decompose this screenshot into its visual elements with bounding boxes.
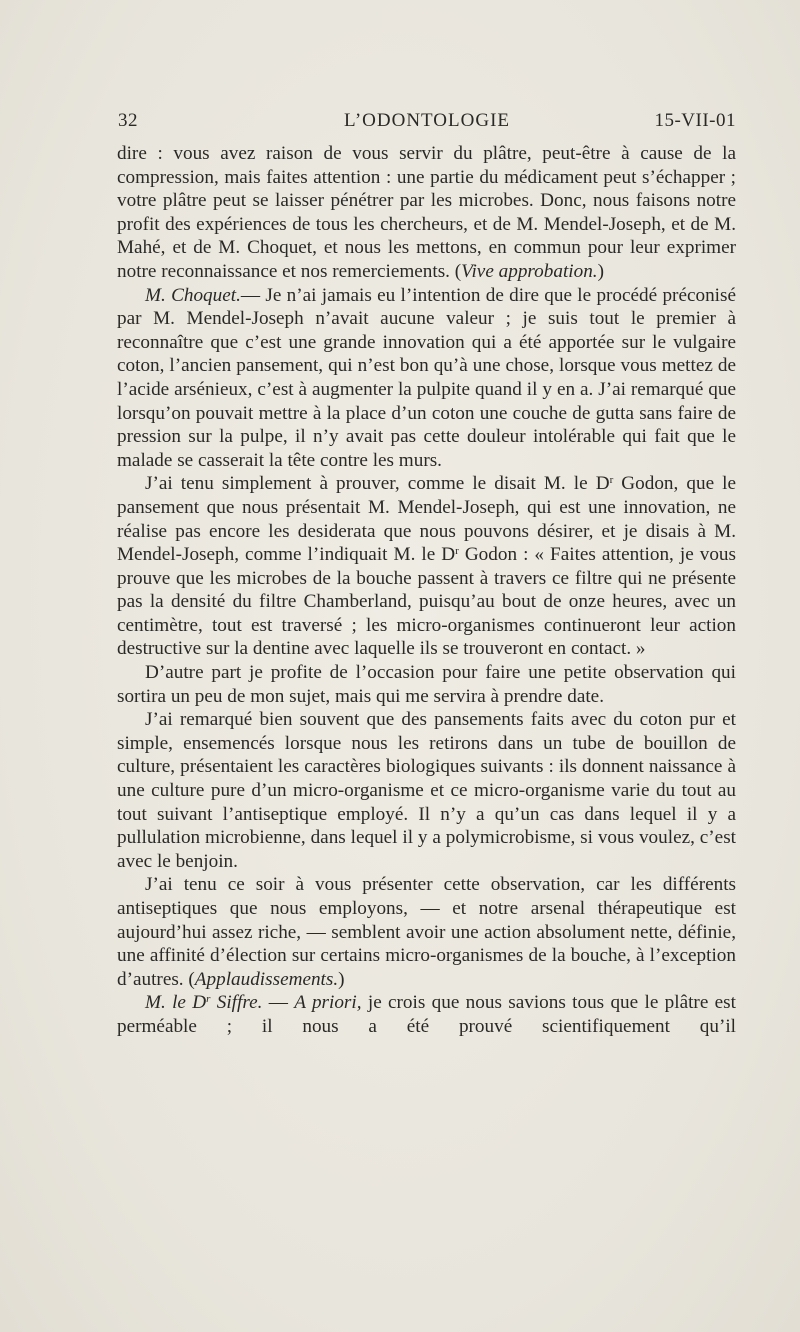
journal-title: L’ODONTOLOGIE [343, 110, 511, 131]
paragraph-2: M. Choquet.— Je n’ai jamais eu l’intention de dire que le procédé préconisé par M. Mendel-Joseph n’avait aucune valeur ; je suis tout le premier à reconnaître que c’est une grande innovation qui a été apportée sur le vulgaire coton, l’ancien pansement, qui n’est bon qu’à une chose, lorsque vous mettez de l’acide arsénieux, c’est à augmenter la pulpite quand il y en a. J’ai remarqué que lorsqu’on pouvait mettre à la place d’un coton une couche de gutta sans faire de pression sur la pulpe, il n’y avait pas cette douleur intolérable qui fait que le malade se casserait la tête contre les murs. [117, 284, 736, 471]
stage-direction: Vive approbation. [461, 260, 598, 282]
page-body [117, 142, 736, 1039]
speaker-name: M. le $D^r$ Siffre. [145, 992, 263, 1014]
paragraph-7: M. le $D^r$ Siffre. — A priori, je crois que nous savions tous que le plâtre est perméable ; il nous a été prouvé scientifiquement qu’il [117, 992, 736, 1037]
paragraph-1: dire : vous avez raison de vous servir du plâtre, peut-être à cause de la compression, mais faites attention : une partie du médicament peut s’échapper ; votre plâtre peut se laisser pénétrer par les microbes. Donc, nous faisons notre profit des expériences de tous les chercheurs, et de M. Mendel-Joseph, et de M. Mahé, et de M. Choquet, et nous les mettons, en commun pour leur exprimer notre reconnaissance et nos remerciements. (Vive approbation.) [117, 143, 736, 282]
paragraph-3: J’ai tenu simplement à prouver, comme le disait M. le $D^r$ Godon, que le pansement que nous présentait M. Mendel-Joseph, qui est une innovation, ne réalise pas encore les desiderata que nous pouvons désirer, et je disais à M. Mendel-Joseph, comme l’indiquait M. le $D^r$ Godon : « Faites attention, je vous prouve que les microbes de la bouche passent à travers ce filtre qui ne présente pas la densité du filtre Chamberland, puisqu’au bout de onze heures, avec un centimètre, tout est traversé ; les micro-organismes continueront leur action destructive sur la dentine avec laquelle ils se trouveront en contact. » [117, 473, 736, 660]
running-header [118, 110, 736, 140]
speaker-name: M. Choquet. [145, 284, 241, 306]
paragraph-4: D’autre part je profite de l’occasion pour faire une petite observation qui sortira un peu de mon sujet, mais qui me servira à prendre date. [117, 662, 736, 707]
paragraph-6: J’ai tenu ce soir à vous présenter cette observation, car les différents antiseptiques que nous employons, — et notre arsenal thérapeutique est aujourd’hui assez riche, — semblent avoir une action absolument nette, définie, une affinité d’élection sur certains micro-organismes de la bouche, à l’exception d’autres. (Applaudissements.) [117, 874, 736, 990]
latin-phrase: A priori, [294, 992, 362, 1014]
stage-direction: Applaudissements. [194, 968, 339, 990]
superscript: r [455, 545, 459, 558]
superscript: r [609, 474, 614, 487]
issue-date: 15-VII-01 [654, 110, 736, 131]
paragraph-5: J’ai remarqué bien souvent que des pansements faits avec du coton pur et simple, ensemencés lorsque nous les retirons dans un tube de bouillon de culture, présentaient les caractères biologiques suivants : ils donnent naissance à une culture pure d’un micro-organisme et ce micro-organisme varie du tout au tout suivant l’antiseptique employé. Il n’y a qu’un cas dans lequel il y a pullulation microbienne, dans lequel il y a polymicrobisme, si vous voulez, c’est avec le benjoin. [117, 709, 736, 872]
page-number: 32 [118, 110, 138, 131]
